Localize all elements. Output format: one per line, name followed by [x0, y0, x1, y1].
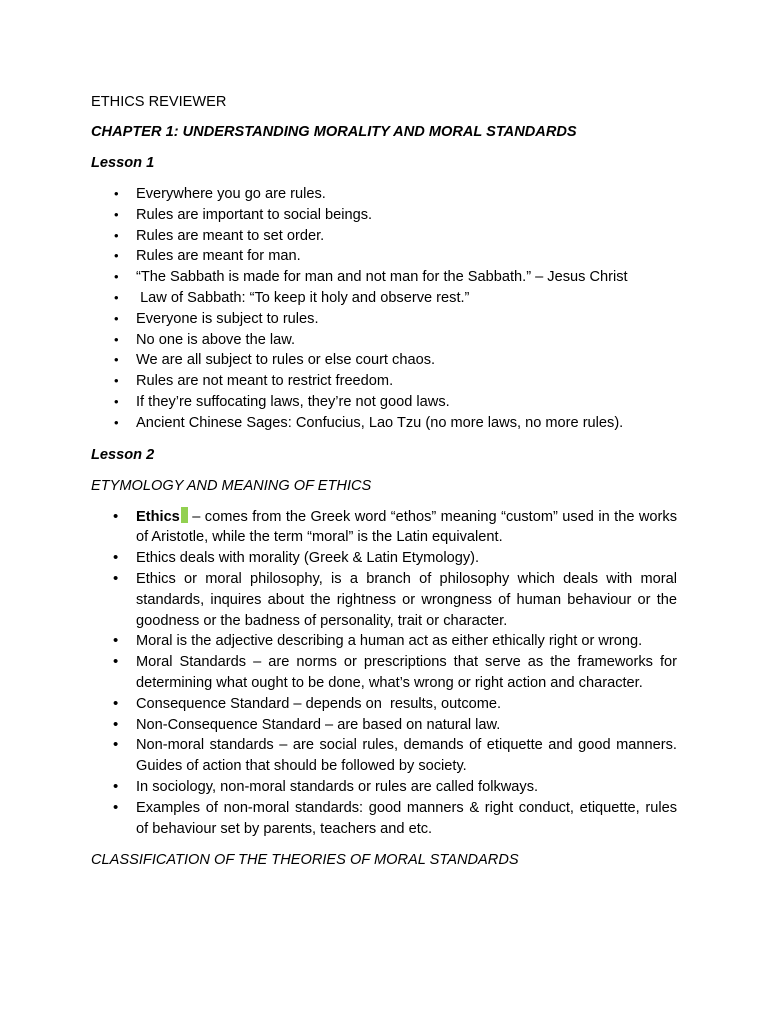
list-item [91, 226, 677, 247]
list-item-text: In sociology, non-moral standards or rules are called folkways. [136, 778, 539, 795]
bullet-icon: • [113, 507, 119, 525]
bullet-icon: • [113, 798, 119, 816]
list-item [91, 548, 677, 569]
list-item [91, 288, 677, 309]
list-item [91, 798, 682, 840]
list-item [91, 205, 677, 226]
list-item-text: Law of Sabbath: “To keep it holy and observe rest.” [136, 289, 470, 306]
list-item [91, 350, 677, 371]
list-item-text: Non-Consequence Standard – are based on natural law. [136, 716, 501, 733]
list-item [91, 777, 677, 798]
bullet-icon: • [114, 206, 119, 222]
bullet-icon: • [114, 310, 119, 326]
list-item-text: Everyone is subject to rules. [136, 310, 319, 327]
bullet-icon: • [114, 331, 119, 347]
bullet-icon: • [114, 373, 119, 389]
classification-heading: CLASSIFICATION OF THE THEORIES OF MORAL STANDARDS [91, 852, 519, 869]
bullet-icon: • [114, 248, 119, 264]
list-item-text: Rules are meant for man. [136, 248, 301, 265]
text-highlight-mark [181, 507, 188, 523]
bullet-icon: • [113, 694, 119, 712]
list-item [91, 569, 682, 631]
chapter-heading: CHAPTER 1: UNDERSTANDING MORALITY AND MORAL STANDARDS [91, 124, 577, 140]
ethics-definition: – comes from the Greek word “ethos” meaning “custom” used in the works of Aristotle, while the term “moral” is the Latin equivalent. [136, 508, 677, 546]
list-item-text: Everywhere you go are rules. [136, 186, 326, 202]
bullet-icon: • [113, 777, 119, 795]
ethics-term: Ethics [136, 508, 180, 525]
list-item-text: Ethics or moral philosophy, is a branch of philosophy which deals with moral standards, inquires about the rightness or wrongness of human behaviour or the goodness or the badness of personality, trait or character. [136, 570, 682, 629]
bullet-icon: • [113, 549, 119, 567]
list-item [91, 694, 677, 715]
bullet-icon: • [114, 352, 119, 368]
bullet-icon: • [114, 186, 119, 201]
list-item-text: Consequence Standard – depends on results, outcome. [136, 695, 502, 712]
list-item [91, 715, 677, 736]
lesson-1-heading: Lesson 1 [91, 155, 155, 171]
list-item [91, 652, 682, 694]
document-page [91, 92, 682, 881]
lesson-2-bullet-list [91, 507, 682, 840]
bullet-icon: • [113, 569, 119, 587]
bullet-icon: • [113, 736, 119, 754]
list-item-text: Examples of non-moral standards: good manners & right conduct, etiquette, rules of behaviour set by parents, teachers and etc. [136, 799, 682, 837]
list-item-text: We are all subject to rules or else court chaos. [136, 352, 436, 369]
bullet-icon: • [114, 269, 119, 285]
bullet-icon: • [113, 715, 119, 733]
bullet-icon: • [114, 393, 119, 409]
etymology-heading: ETYMOLOGY AND MEANING OF ETHICS [91, 477, 372, 494]
list-item-text: If they’re suffocating laws, they’re not good laws. [136, 393, 450, 410]
list-item-text: No one is above the law. [136, 331, 296, 348]
list-item-text: Rules are important to social beings. [136, 206, 373, 223]
list-item [91, 267, 677, 288]
list-item [91, 246, 677, 267]
bullet-icon: • [114, 414, 119, 430]
bullet-icon: • [114, 289, 119, 305]
list-item [91, 735, 682, 777]
list-item-text: Rules are meant to set order. [136, 227, 325, 244]
list-item [91, 184, 677, 205]
bullet-icon: • [113, 653, 119, 671]
lesson-1-bullet-list [91, 184, 677, 434]
list-item-text: Moral is the adjective describing a human act as either ethically right or wrong. [136, 633, 643, 650]
list-item [91, 330, 677, 351]
list-item-text: Ethics deals with morality (Greek & Latin Etymology). [136, 550, 480, 567]
list-item-text: Ancient Chinese Sages: Confucius, Lao Tzu (no more laws, no more rules). [136, 414, 624, 431]
list-item [91, 371, 677, 392]
list-item [91, 507, 677, 549]
document-title: ETHICS REVIEWER [91, 94, 227, 110]
list-item [91, 413, 677, 434]
list-item-text: Non-moral standards – are social rules, demands of etiquette and good manners. Guides of action that should be followed by society. [136, 737, 682, 775]
list-item [91, 392, 677, 413]
bullet-icon: • [114, 227, 119, 243]
list-item-text: “The Sabbath is made for man and not man for the Sabbath.” – Jesus Christ [136, 269, 628, 286]
lesson-2-heading: Lesson 2 [91, 446, 155, 463]
list-item [91, 631, 677, 652]
list-item-text: Rules are not meant to restrict freedom. [136, 373, 394, 390]
list-item-text: Moral Standards – are norms or prescriptions that serve as the frameworks for determining what ought to be done, what’s wrong or right action and character. [136, 654, 682, 691]
list-item [91, 309, 677, 330]
bullet-icon: • [113, 632, 119, 650]
